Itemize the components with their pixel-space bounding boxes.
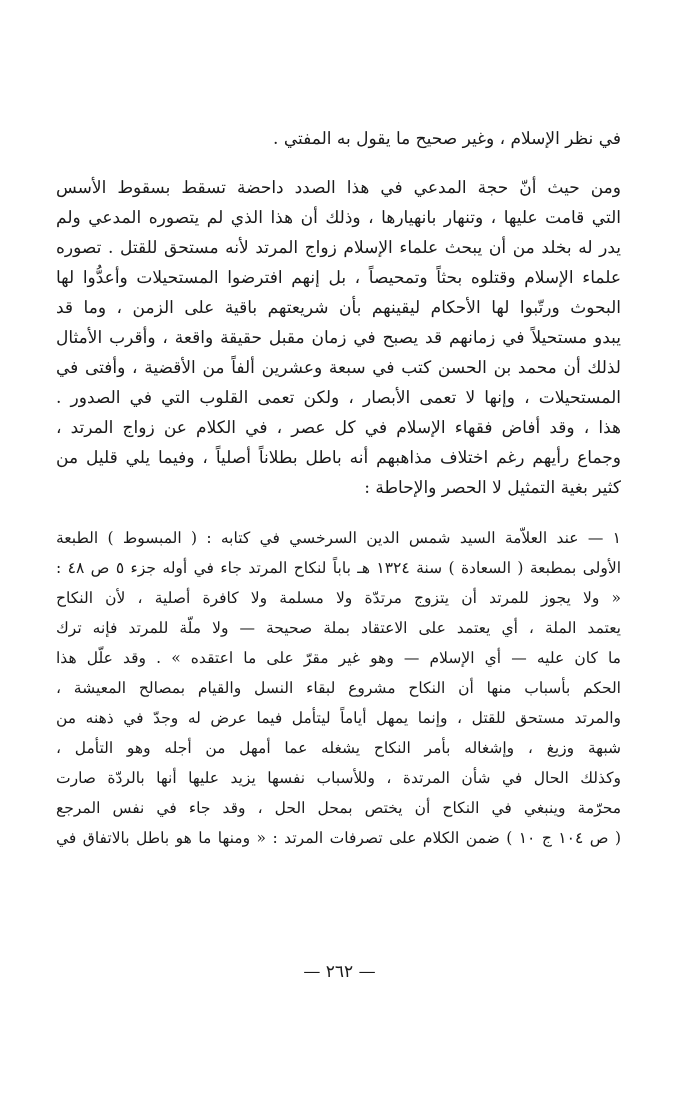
- text-line: البحوث ورتّبوا لها الأحكام ليقينهم بأن شريعتهم باقية على الزمن ، وما قد: [56, 298, 621, 318]
- text-line: لذلك أن محمد بن الحسن كتب في سبعة وعشرين ألفاً من الأقضية ، وأفتى في: [56, 358, 621, 378]
- page-number: — ٢٦٢ —: [303, 962, 376, 982]
- text-line: ما كان عليه — أي الإسلام — وهو غير مقرّ على ما اعتقده » . وقد علّل هذا: [56, 649, 621, 667]
- text-line: الأولى بمطبعة ( السعادة ) سنة ١٣٢٤ هـ باباً لنكاح المرتد جاء في أوله جزء ٥ ص ٤٨ :: [56, 559, 621, 577]
- text-line: والمرتد مستحق للقتل ، وإنما يمهل أياماً ليتأمل فيما عرض له وجدّ في ذهنه من: [56, 709, 621, 727]
- text-line: شبهة وزيغ ، وإشغاله بأمر النكاح يشغله عما أمهل من أجله وهو التأمل ،: [56, 739, 621, 757]
- text-line: وجماع رأيهم رغم اختلاف مذاهبهم أنه باطل بطلاناً أصلياً ، وفيما يلي قليل من: [56, 448, 621, 468]
- text-line: كثير بغية التمثيل لا الحصر والإحاطة :: [364, 478, 621, 498]
- text-line: وكذلك الحال في شأن المرتدة ، وللأسباب نفسها يزيد عليها أنها بالردّة صارت: [56, 769, 621, 787]
- text-line: يعتمد الملة ، أي يعتمد على الاعتقاد بملة صحيحة — ولا ملّة للمرتد فإنه ترك: [56, 619, 621, 637]
- text-line: « ولا يجوز للمرتد أن يتزوج مرتدّة ولا مسلمة ولا كافرة أصلية ، لأن النكاح: [56, 589, 621, 607]
- text-line: علماء الإسلام وقتلوه بحثاً وتمحيصاً ، بل إنهم افترضوا المستحيلات وأعدُّوا لها: [56, 268, 621, 288]
- text-line: المستحيلات ، وإنها لا تعمى الأبصار ، ولكن تعمى القلوب التي في الصدور .: [56, 388, 621, 408]
- text-line: ( ص ١٠٤ ج ١٠ ) ضمن الكلام على تصرفات المرتد : « ومنها ما هو باطل بالاتفاق في: [56, 829, 621, 847]
- text-line: ومن حيث أنّ حجة المدعي في هذا الصدد داحضة تسقط بسقوط الأسس: [56, 178, 621, 198]
- text-line: يبدو مستحيلاً في زمانهم قد يصبح في زمان مقبل حقيقة واقعة ، وأقرب الأمثال: [56, 328, 621, 348]
- text-line: يدر له بخلد من أن يبحث علماء الإسلام زواج المرتد لأنه مستحق للقتل . تصوره: [56, 238, 621, 258]
- text-line: في نظر الإسلام ، وغير صحيح ما يقول به المفتي .: [273, 129, 621, 149]
- text-line: ١ — عند العلاّمة السيد شمس الدين السرخسي في كتابه : ( المبسوط ) الطبعة: [56, 529, 621, 547]
- text-line: محرّمة وينبغي في النكاح أن يختص بمحل الحل ، وقد جاء في نفس المرجع: [56, 799, 621, 817]
- text-line: التي قامت عليها ، وتنهار بانهيارها ، وذلك أن هذا الذي لم يتصوره المدعي ولم: [56, 208, 621, 228]
- text-line: هذا ، وقد أفاض فقهاء الإسلام في كل عصر ، في الكلام عن زواج المرتد ،: [56, 418, 621, 438]
- text-line: الحكم بأسباب منها أن النكاح مشروع لبقاء النسل والقيام بمصالح المعيشة ،: [56, 679, 621, 697]
